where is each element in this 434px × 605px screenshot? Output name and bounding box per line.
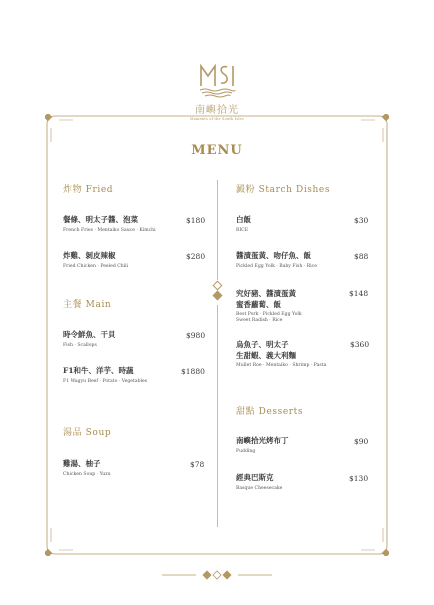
item-price: $78 [190,460,205,469]
item-description: RICE [236,227,249,233]
item-name: 南嶼拾光烤布丁 [236,436,289,445]
item-price: $130 [349,474,369,483]
menu-item [63,366,147,385]
item-price: $148 [349,289,369,298]
menu-item [236,251,317,270]
item-name: 餐條、明太子醬、泡菜 [63,215,138,224]
menu-item [63,251,128,270]
menu-item [63,330,116,349]
item-description: Basque Cheesecake [236,485,283,491]
item-price: $280 [186,252,206,261]
item-name-line2: 生甜蝦、義大利麵 [236,350,296,360]
menu-item [236,436,289,455]
item-description: Chicken Soup · Yuzu [63,471,111,477]
item-price: $180 [186,216,206,225]
brand-name-cn: 南嶼拾光 [195,105,239,116]
section-heading-main: 主餐 Main [63,300,112,310]
item-description: Pudding [236,448,256,454]
item-name: F1和牛、洋芋、時蔬 [63,366,134,375]
menu-title: MENU [191,143,243,158]
logo-emblem-icon [197,62,237,100]
item-name: 烏魚子、明太子 [236,340,289,349]
item-price: $90 [354,437,369,446]
center-divider-top [217,180,218,280]
item-description: F1 Wagyu Beef · Potato · Vegetables [63,378,148,384]
item-description: Mullet Roe · Mentaiko · Shrimp · Pasta [236,363,327,368]
item-description: Best Pork · Pickled Egg Yolk [236,312,302,317]
item-name: 白飯 [236,215,251,224]
section-heading-desserts: 甜點 Desserts [236,407,304,417]
section-heading-starch: 澱粉 Starch Dishes [236,185,331,195]
menu-item [236,340,326,369]
item-price: $30 [354,216,369,225]
center-divider-bottom [217,305,218,527]
item-name: 經典巴斯克 [236,473,274,482]
item-name: 時令鮮魚、干貝 [63,330,116,339]
section-heading-fried: 炸物 Fried [63,185,114,195]
item-price: $88 [354,252,369,261]
footer-ornament [0,567,434,586]
menu-item [63,215,156,234]
item-name: 雞湯、柚子 [63,459,101,468]
brand-name-en: Moments of the South Isles [190,117,244,121]
menu-item [236,215,251,234]
item-name: 究好豬、醬漬蛋黃 [236,289,296,298]
item-description-line2: Sweet Radish · Rice [236,318,283,323]
menu-item [63,459,111,478]
item-description: French Fries · Mentaiko Sauce · Kimchi [63,227,156,233]
item-description: Fish · Scallops [63,342,97,348]
section-heading-soup: 湯品 Soup [63,428,112,438]
footer-diamonds-icon [0,568,434,582]
item-name: 炸雞、剝皮辣椒 [63,251,116,260]
menu-item [236,289,302,324]
item-price: $360 [350,340,370,349]
brand-logo [0,62,434,121]
item-description: Fried Chicken · Peeled Chili [63,263,129,269]
menu-item [236,473,282,492]
item-price: $1880 [181,367,205,376]
item-price: $980 [186,331,206,340]
item-name-line2: 蜜香蘿蔔、飯 [236,299,281,309]
item-description: Pickled Egg Yolk · Baby Fish · Rice [236,263,317,269]
item-name: 醬漬蛋黃、吻仔魚、飯 [236,251,311,260]
